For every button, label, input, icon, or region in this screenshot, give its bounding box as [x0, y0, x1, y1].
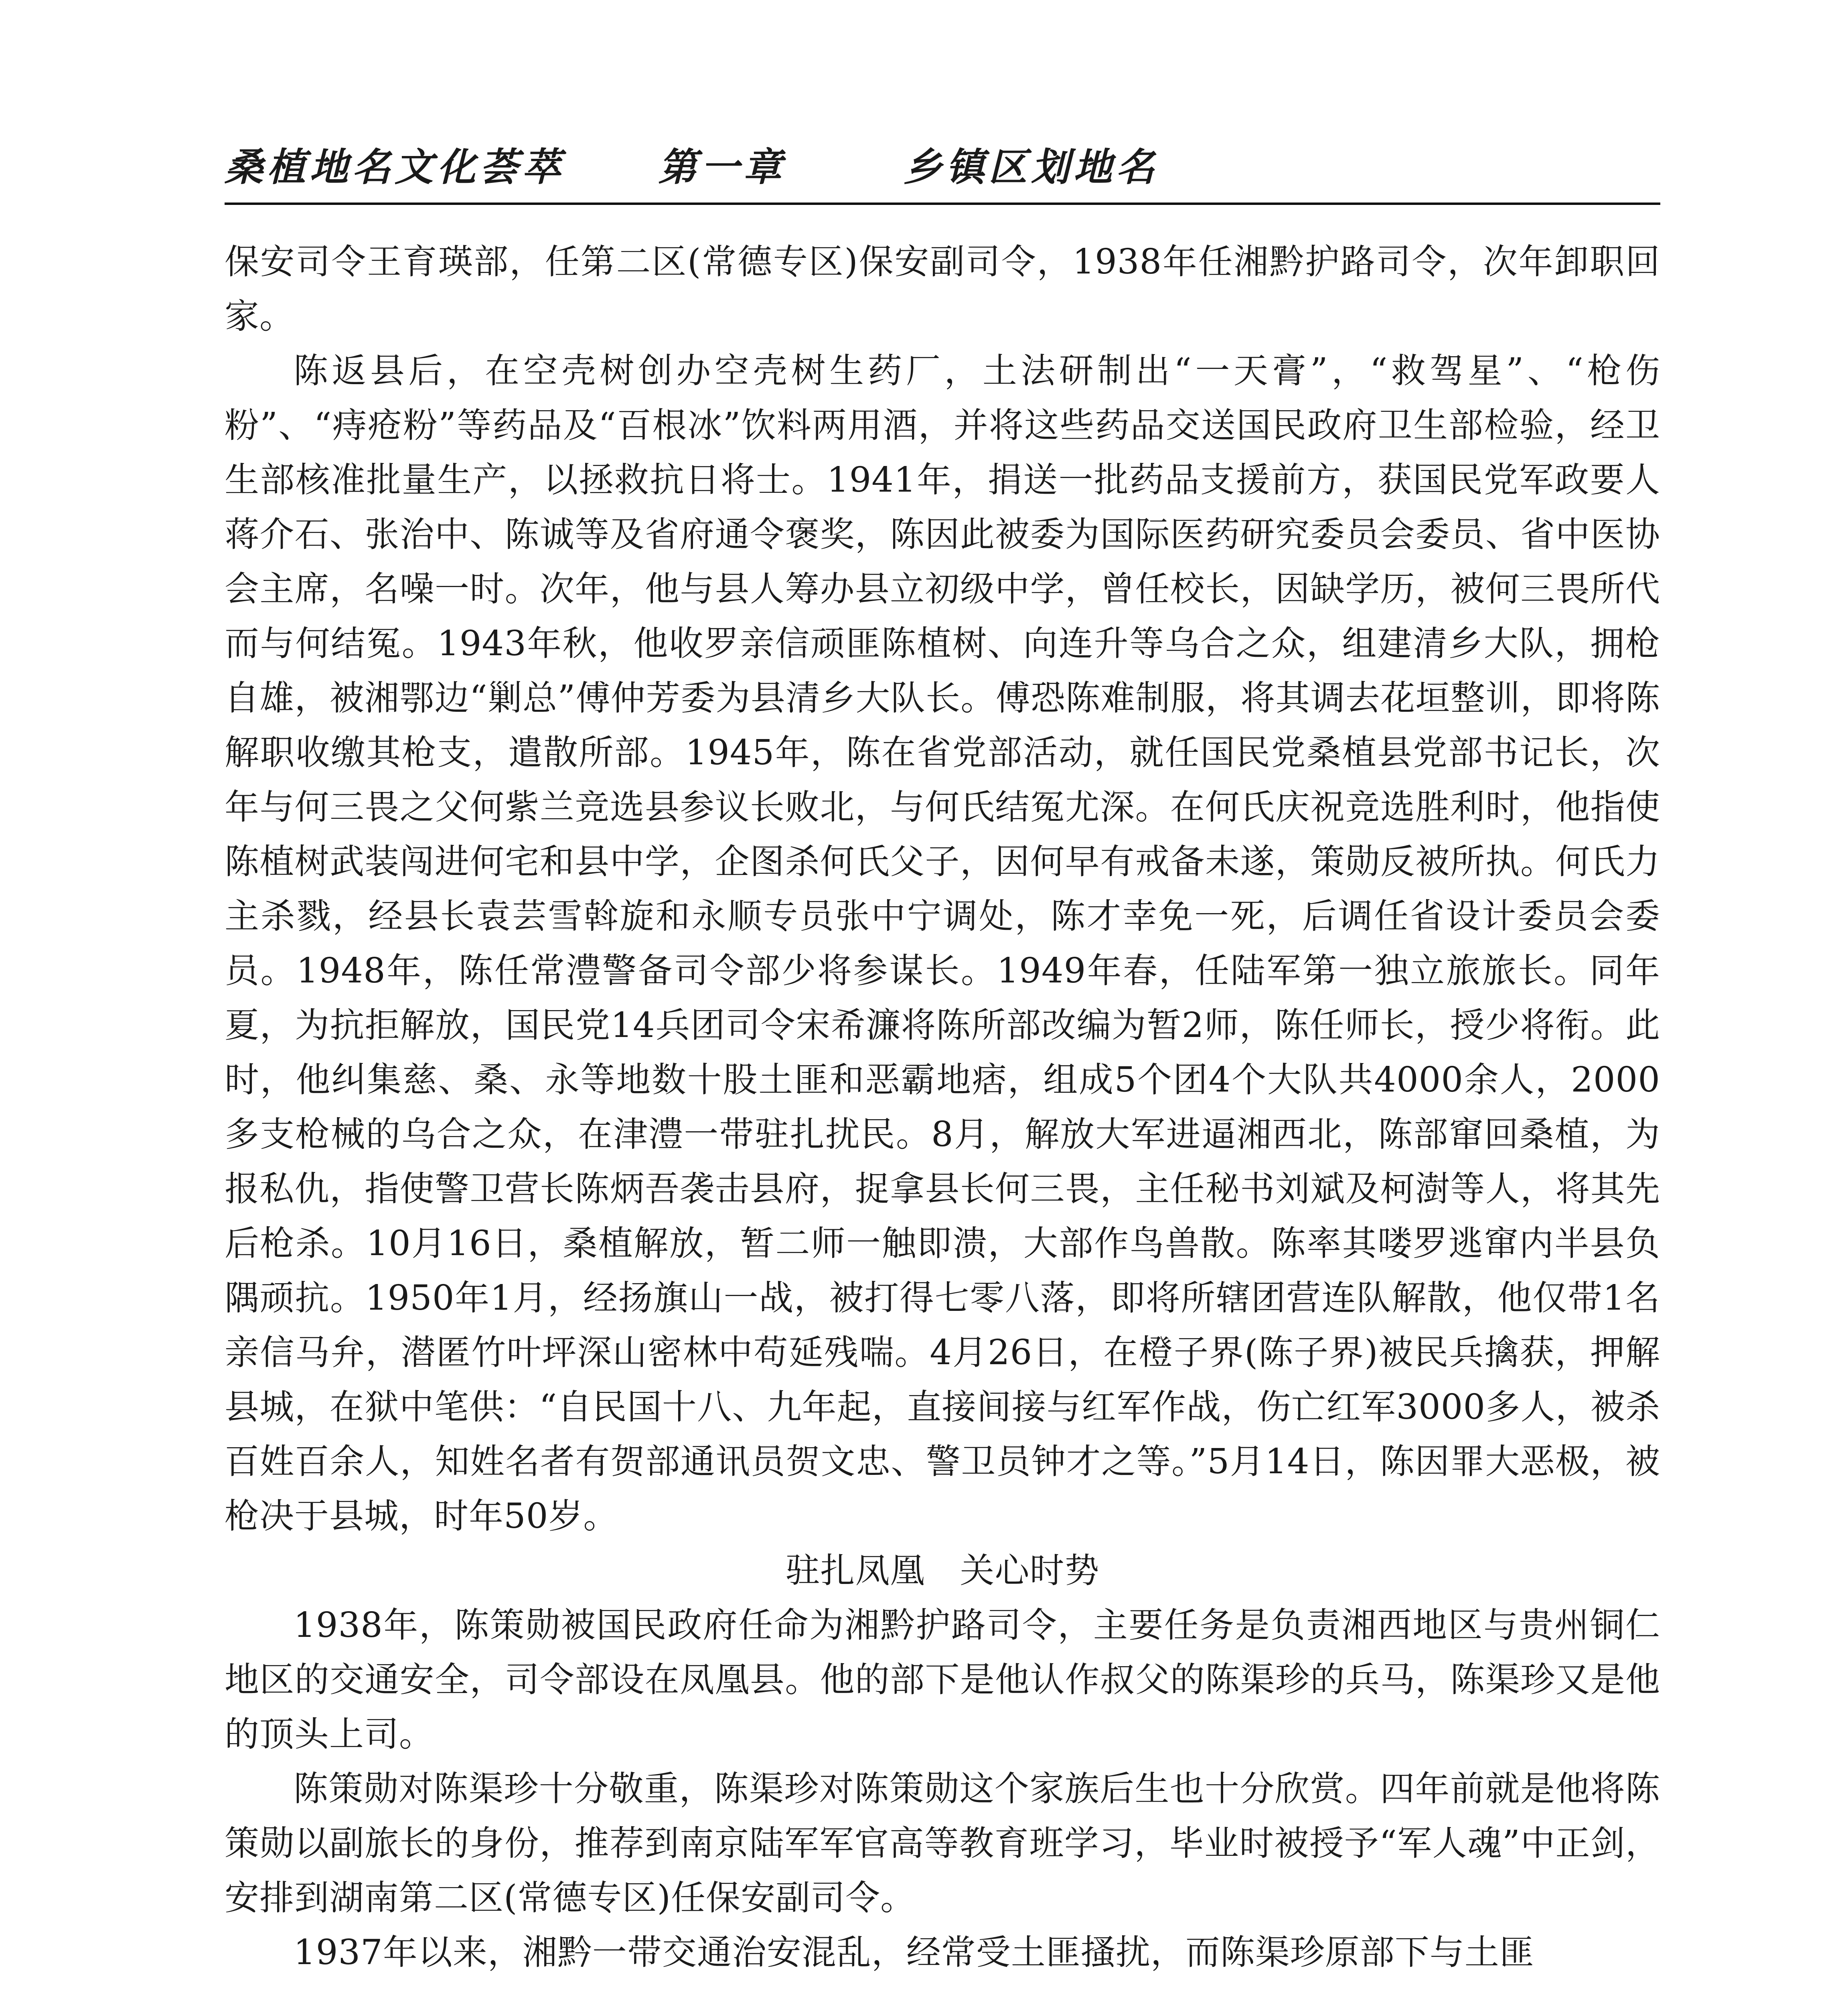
paragraph: 陈策勋对陈渠珍十分敬重，陈渠珍对陈策勋这个家族后生也十分欣赏。四年前就是他将陈策勋以副旅长的身份，推荐到南京陆军军官高等教育班学习，毕业时被授予“军人魂”中正剑，安排到湖南第二区(常德专区)任保安副司令。 [225, 1769, 1660, 1918]
paragraph: 保安司令王育瑛部，任第二区(常德专区)保安副司令，1938年任湘黔护路司令，次年卸职回家。 [225, 242, 1660, 336]
header-rule [225, 203, 1660, 205]
body-text [225, 235, 1660, 1980]
running-header [225, 141, 1660, 193]
section-title: 乡镇区划地名 [903, 144, 1159, 190]
paragraph: 陈返县后，在空壳树创办空壳树生药厂，土法研制出“一天膏”，“救驾星”、“枪伤粉”、“痔疮粉”等药品及“百根冰”饮料两用酒，并将这些药品交送国民政府卫生部检验，经卫生部核准批量生产，以拯救抗日将士。1941年，捐送一批药品支援前方，获国民党军政要人蒋介石、张治中、陈诚等及省府通令褒奖，陈因此被委为国际医药研究委员会委员、省中医协会主席，名噪一时。次年，他与县人筹办县立初级中学，曾任校长，因缺学历，被何三畏所代而与何结冤。1943年秋，他收罗亲信顽匪陈植树、向连升等乌合之众，组建清乡大队，拥枪自雄，被湘鄂边“剿总”傅仲芳委为县清乡大队长。傅恐陈难制服，将其调去花垣整训，即将陈解职收缴其枪支，遣散所部。1945年，陈在省党部活动，就任国民党桑植县党部书记长，次年与何三畏之父何紫兰竞选县参议长败北，与何氏结冤尤深。在何氏庆祝竞选胜利时，他指使陈植树武装闯进何宅和县中学，企图杀何氏父子，因何早有戒备未遂，策勋反被所执。何氏力主杀戮，经县长袁芸雪斡旋和永顺专员张中宁调处，陈才幸免一死，后调任省设计委员会委员。1948年，陈任常澧警备司令部少将参谋长。1949年春，任陆军第一独立旅旅长。同年夏，为抗拒解放，国民党14兵团司令宋希濂将陈所部改编为暂2师，陈任师长，授少将衔。此时，他纠集慈、桑、永等地数十股土匪和恶霸地痞，组成5个团4个大队共4000余人，2000多支枪械的乌合之众，在津澧一带驻扎扰民。8月，解放大军进逼湘西北，陈部窜回桑植，为报私仇，指使警卫营长陈炳吾袭击县府，捉拿县长何三畏，主任秘书刘斌及柯澍等人，将其先后枪杀。10月16日，桑植解放，暂二师一触即溃，大部作鸟兽散。陈率其喽罗逃窜内半县负隅顽抗。1950年1月，经扬旗山一战，被打得七零八落，即将所辖团营连队解散，他仅带1名亲信马弁，潜匿竹叶坪深山密林中苟延残喘。4月26日，在橙子界(陈子界)被民兵擒获，押解县城，在狱中笔供：“自民国十八、九年起，直接间接与红军作战，伤亡红军3000多人，被杀百姓百余人，知姓名者有贺部通讯员贺文忠、警卫员钟才之等。”5月14日，陈因罪大恶极，被枪决于县城，时年50岁。 [225, 351, 1660, 1536]
book-title: 桑植地名文化荟萃 [225, 144, 565, 190]
paragraph: 1937年以来，湘黔一带交通治安混乱，经常受土匪搔扰，而陈渠珍原部下与土匪 [294, 1932, 1534, 1973]
section-subheading: 驻扎凤凰 关心时势 [785, 1551, 1100, 1591]
chapter-label: 第一章 [658, 144, 786, 190]
paragraph: 1938年，陈策勋被国民政府任命为湘黔护路司令，主要任务是负责湘西地区与贵州铜仁地区的交通安全，司令部设在凤凰县。他的部下是他认作叔父的陈渠珍的兵马，陈渠珍又是他的顶头上司。 [225, 1605, 1660, 1754]
